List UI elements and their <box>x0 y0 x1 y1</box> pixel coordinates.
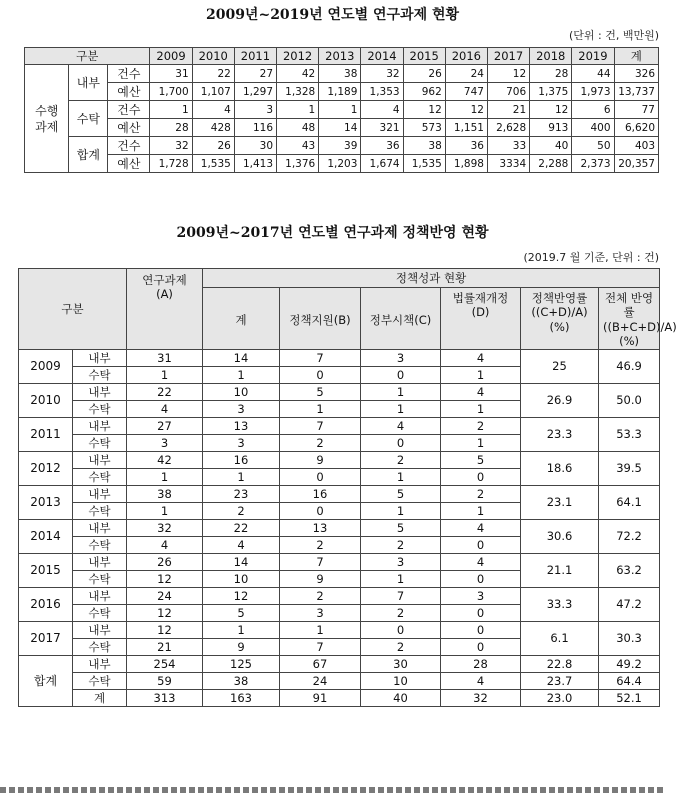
value-a: 1 <box>127 366 203 383</box>
count-cell: 403 <box>614 137 658 155</box>
header-gov: 정부시책(C) <box>361 288 441 350</box>
total-value-a: 59 <box>127 672 203 689</box>
budget-cell: 1,353 <box>361 83 403 101</box>
value-c: 0 <box>361 434 441 451</box>
budget-cell: 20,357 <box>614 155 658 173</box>
value-a: 1 <box>127 502 203 519</box>
total-value-r1: 22.8 <box>521 655 599 672</box>
budget-cell: 1,203 <box>319 155 361 173</box>
policy-rate: 33.3 <box>521 587 599 621</box>
policy-rate: 30.6 <box>521 519 599 553</box>
value-b: 1 <box>280 400 361 417</box>
value-a: 12 <box>127 604 203 621</box>
value-b: 0 <box>280 468 361 485</box>
count-cell: 36 <box>361 137 403 155</box>
header-gubun: 구분 <box>25 48 150 65</box>
value-a: 27 <box>127 417 203 434</box>
count-cell: 326 <box>614 65 658 83</box>
total-value-b: 91 <box>280 689 361 706</box>
budget-cell: 706 <box>487 83 529 101</box>
count-cell: 40 <box>530 137 572 155</box>
table2-row <box>19 519 660 536</box>
type-label: 내부 <box>73 349 127 366</box>
value-b: 1 <box>280 621 361 638</box>
budget-cell: 1,375 <box>530 83 572 101</box>
value-d: 2 <box>441 417 521 434</box>
value-t: 3 <box>203 400 280 417</box>
budget-cell: 1,535 <box>403 155 445 173</box>
type-label: 내부 <box>73 587 127 604</box>
table1-unit: (단위 : 건, 백만원) <box>568 29 659 42</box>
table2-row <box>19 451 660 468</box>
total-value-c: 10 <box>361 672 441 689</box>
budget-cell: 1,413 <box>234 155 276 173</box>
count-cell: 38 <box>403 137 445 155</box>
value-d: 5 <box>441 451 521 468</box>
budget-label: 예산 <box>108 83 150 101</box>
header-support: 정책지원(B) <box>280 288 361 350</box>
value-d: 3 <box>441 587 521 604</box>
budget-cell: 13,737 <box>614 83 658 101</box>
header-year: 2009 <box>150 48 192 65</box>
header-policy-group: 정책성과 현황 <box>203 269 660 288</box>
type-label: 내부 <box>73 417 127 434</box>
value-c: 1 <box>361 400 441 417</box>
value-d: 1 <box>441 502 521 519</box>
table1-header-row <box>25 48 659 65</box>
count-cell: 6 <box>572 101 614 119</box>
budget-cell: 962 <box>403 83 445 101</box>
count-cell: 12 <box>445 101 487 119</box>
total-value-r1: 23.7 <box>521 672 599 689</box>
type-label: 내부 <box>73 553 127 570</box>
value-c: 5 <box>361 519 441 536</box>
type-label: 내부 <box>73 519 127 536</box>
value-t: 14 <box>203 553 280 570</box>
budget-cell: 1,535 <box>192 155 234 173</box>
value-t: 1 <box>203 366 280 383</box>
value-t: 4 <box>203 536 280 553</box>
overall-rate: 50.0 <box>599 383 660 417</box>
value-t: 12 <box>203 587 280 604</box>
header-year: 계 <box>614 48 658 65</box>
section-label: 합계 <box>69 137 108 173</box>
table2-row <box>19 587 660 604</box>
value-c: 7 <box>361 587 441 604</box>
overall-rate: 53.3 <box>599 417 660 451</box>
value-b: 2 <box>280 587 361 604</box>
overall-rate: 64.1 <box>599 485 660 519</box>
header-law: 법률재개정 (D) <box>441 288 521 350</box>
value-b: 7 <box>280 638 361 655</box>
total-value-c: 40 <box>361 689 441 706</box>
total-value-c: 30 <box>361 655 441 672</box>
value-t: 23 <box>203 485 280 502</box>
budget-cell: 747 <box>445 83 487 101</box>
overall-rate: 47.2 <box>599 587 660 621</box>
count-cell: 38 <box>319 65 361 83</box>
table2-header-row <box>19 269 660 288</box>
total-value-t: 163 <box>203 689 280 706</box>
table1-title: 2009년~2019년 연도별 연구과제 현황 <box>205 7 460 23</box>
total-value-d: 28 <box>441 655 521 672</box>
type-label: 수탁 <box>73 672 127 689</box>
value-t: 10 <box>203 383 280 400</box>
count-cell: 28 <box>530 65 572 83</box>
count-cell: 22 <box>192 65 234 83</box>
value-t: 14 <box>203 349 280 366</box>
budget-cell: 428 <box>192 119 234 137</box>
header-total: 계 <box>203 288 280 350</box>
budget-cell: 28 <box>150 119 192 137</box>
budget-cell: 1,674 <box>361 155 403 173</box>
group-label-text: 수행 과제 <box>35 103 59 134</box>
count-cell: 42 <box>277 65 319 83</box>
budget-cell: 1,151 <box>445 119 487 137</box>
overall-rate: 30.3 <box>599 621 660 655</box>
header-year: 2013 <box>319 48 361 65</box>
count-cell: 31 <box>150 65 192 83</box>
value-c: 0 <box>361 366 441 383</box>
table1-row <box>25 137 659 155</box>
value-c: 5 <box>361 485 441 502</box>
total-value-a: 313 <box>127 689 203 706</box>
value-c: 2 <box>361 536 441 553</box>
budget-label: 예산 <box>108 155 150 173</box>
year-label: 2015 <box>19 553 73 587</box>
year-label: 2017 <box>19 621 73 655</box>
count-label: 건수 <box>108 137 150 155</box>
value-t: 1 <box>203 468 280 485</box>
count-cell: 21 <box>487 101 529 119</box>
budget-cell: 1,328 <box>277 83 319 101</box>
budget-cell: 2,373 <box>572 155 614 173</box>
overall-rate: 63.2 <box>599 553 660 587</box>
budget-cell: 1,728 <box>150 155 192 173</box>
header-year: 2014 <box>361 48 403 65</box>
count-cell: 12 <box>403 101 445 119</box>
total-label: 합계 <box>19 655 73 706</box>
value-a: 12 <box>127 570 203 587</box>
value-d: 0 <box>441 604 521 621</box>
header-year: 2012 <box>277 48 319 65</box>
count-cell: 1 <box>319 101 361 119</box>
value-t: 16 <box>203 451 280 468</box>
value-c: 2 <box>361 451 441 468</box>
table2-row <box>19 621 660 638</box>
value-t: 10 <box>203 570 280 587</box>
total-value-t: 125 <box>203 655 280 672</box>
year-label: 2010 <box>19 383 73 417</box>
count-cell: 4 <box>361 101 403 119</box>
header-year: 2017 <box>487 48 529 65</box>
value-a: 4 <box>127 536 203 553</box>
value-d: 2 <box>441 485 521 502</box>
value-a: 32 <box>127 519 203 536</box>
count-cell: 12 <box>530 101 572 119</box>
value-a: 1 <box>127 468 203 485</box>
count-cell: 1 <box>150 101 192 119</box>
budget-cell: 1,107 <box>192 83 234 101</box>
value-b: 7 <box>280 417 361 434</box>
type-label: 내부 <box>73 485 127 502</box>
type-label: 내부 <box>73 621 127 638</box>
value-b: 7 <box>280 349 361 366</box>
count-cell: 39 <box>319 137 361 155</box>
page-cutoff-text <box>0 787 665 793</box>
value-a: 38 <box>127 485 203 502</box>
total-value-t: 38 <box>203 672 280 689</box>
policy-reflection-table <box>18 268 677 707</box>
year-label: 2013 <box>19 485 73 519</box>
policy-rate: 23.3 <box>521 417 599 451</box>
count-cell: 43 <box>277 137 319 155</box>
year-label: 2009 <box>19 349 73 383</box>
count-cell: 77 <box>614 101 658 119</box>
type-label: 수탁 <box>73 400 127 417</box>
value-d: 1 <box>441 366 521 383</box>
value-c: 2 <box>361 604 441 621</box>
budget-cell: 913 <box>530 119 572 137</box>
table2-row <box>19 485 660 502</box>
total-value-r2: 49.2 <box>599 655 660 672</box>
table2-row <box>19 383 660 400</box>
value-b: 5 <box>280 383 361 400</box>
value-c: 1 <box>361 468 441 485</box>
value-b: 16 <box>280 485 361 502</box>
type-label: 수탁 <box>73 638 127 655</box>
section-label: 내부 <box>69 65 108 101</box>
count-cell: 12 <box>487 65 529 83</box>
value-d: 0 <box>441 621 521 638</box>
table2-unit: (2019.7 월 기준, 단위 : 건) <box>523 251 659 264</box>
value-t: 9 <box>203 638 280 655</box>
value-b: 9 <box>280 451 361 468</box>
budget-label: 예산 <box>108 119 150 137</box>
value-b: 0 <box>280 502 361 519</box>
type-label: 수탁 <box>73 536 127 553</box>
count-cell: 27 <box>234 65 276 83</box>
type-label: 내부 <box>73 655 127 672</box>
header-year: 2018 <box>530 48 572 65</box>
budget-cell: 400 <box>572 119 614 137</box>
total-value-r2: 52.1 <box>599 689 660 706</box>
value-t: 5 <box>203 604 280 621</box>
value-a: 3 <box>127 434 203 451</box>
value-t: 13 <box>203 417 280 434</box>
table1-row <box>25 65 659 83</box>
value-a: 22 <box>127 383 203 400</box>
budget-cell: 1,189 <box>319 83 361 101</box>
value-c: 1 <box>361 383 441 400</box>
header-gubun: 구분 <box>19 269 127 350</box>
value-c: 1 <box>361 570 441 587</box>
count-cell: 50 <box>572 137 614 155</box>
total-value-d: 4 <box>441 672 521 689</box>
count-cell: 1 <box>277 101 319 119</box>
budget-cell: 116 <box>234 119 276 137</box>
count-cell: 32 <box>150 137 192 155</box>
value-d: 4 <box>441 349 521 366</box>
value-c: 3 <box>361 349 441 366</box>
value-a: 26 <box>127 553 203 570</box>
header-policy-rate: 정책반영률 ((C+D)/A) (%) <box>521 288 599 350</box>
header-year: 2019 <box>572 48 614 65</box>
overall-rate: 39.5 <box>599 451 660 485</box>
budget-cell: 1,973 <box>572 83 614 101</box>
type-label: 수탁 <box>73 502 127 519</box>
count-cell: 24 <box>445 65 487 83</box>
budget-cell: 6,620 <box>614 119 658 137</box>
type-label: 수탁 <box>73 434 127 451</box>
budget-cell: 2,628 <box>487 119 529 137</box>
value-d: 0 <box>441 570 521 587</box>
value-d: 4 <box>441 519 521 536</box>
value-b: 9 <box>280 570 361 587</box>
header-overall-rate: 전체 반영률 ((B+C+D)/A) (%) <box>599 288 660 350</box>
count-label: 건수 <box>108 101 150 119</box>
value-d: 4 <box>441 553 521 570</box>
count-cell: 44 <box>572 65 614 83</box>
budget-cell: 48 <box>277 119 319 137</box>
value-a: 21 <box>127 638 203 655</box>
budget-cell: 1,297 <box>234 83 276 101</box>
header-research: 연구과제 (A) <box>127 269 203 350</box>
table2-row <box>19 349 660 366</box>
table2-row <box>19 417 660 434</box>
table1-row <box>25 155 659 173</box>
count-cell: 3 <box>234 101 276 119</box>
type-label: 내부 <box>73 383 127 400</box>
year-label: 2014 <box>19 519 73 553</box>
type-label: 수탁 <box>73 570 127 587</box>
value-a: 24 <box>127 587 203 604</box>
research-status-table <box>24 47 659 173</box>
value-t: 1 <box>203 621 280 638</box>
value-a: 4 <box>127 400 203 417</box>
value-a: 42 <box>127 451 203 468</box>
total-value-d: 32 <box>441 689 521 706</box>
table2-total-row <box>19 655 660 672</box>
policy-rate: 25 <box>521 349 599 383</box>
count-label: 건수 <box>108 65 150 83</box>
overall-rate: 72.2 <box>599 519 660 553</box>
budget-cell: 1,376 <box>277 155 319 173</box>
header-year: 2011 <box>234 48 276 65</box>
value-d: 1 <box>441 434 521 451</box>
policy-rate: 18.6 <box>521 451 599 485</box>
budget-cell: 3334 <box>487 155 529 173</box>
total-value-r1: 23.0 <box>521 689 599 706</box>
year-label: 2012 <box>19 451 73 485</box>
value-c: 2 <box>361 638 441 655</box>
budget-cell: 1,700 <box>150 83 192 101</box>
policy-rate: 21.1 <box>521 553 599 587</box>
value-d: 0 <box>441 468 521 485</box>
type-label: 계 <box>73 689 127 706</box>
table2-title: 2009년~2017년 연도별 연구과제 정책반영 현황 <box>176 225 489 241</box>
year-label: 2011 <box>19 417 73 451</box>
count-cell: 36 <box>445 137 487 155</box>
value-b: 2 <box>280 536 361 553</box>
value-b: 0 <box>280 366 361 383</box>
policy-rate: 23.1 <box>521 485 599 519</box>
table2-row <box>19 553 660 570</box>
value-b: 7 <box>280 553 361 570</box>
value-b: 13 <box>280 519 361 536</box>
value-b: 3 <box>280 604 361 621</box>
budget-cell: 573 <box>403 119 445 137</box>
count-cell: 26 <box>403 65 445 83</box>
header-year: 2016 <box>445 48 487 65</box>
table2-total-row <box>19 672 660 689</box>
value-t: 3 <box>203 434 280 451</box>
budget-cell: 2,288 <box>530 155 572 173</box>
count-cell: 32 <box>361 65 403 83</box>
value-c: 4 <box>361 417 441 434</box>
count-cell: 26 <box>192 137 234 155</box>
value-d: 0 <box>441 638 521 655</box>
value-t: 2 <box>203 502 280 519</box>
total-value-a: 254 <box>127 655 203 672</box>
value-d: 4 <box>441 383 521 400</box>
value-c: 1 <box>361 502 441 519</box>
table1-row <box>25 83 659 101</box>
budget-cell: 14 <box>319 119 361 137</box>
value-a: 31 <box>127 349 203 366</box>
section-label: 수탁 <box>69 101 108 137</box>
total-value-b: 24 <box>280 672 361 689</box>
type-label: 수탁 <box>73 468 127 485</box>
group-label <box>25 65 69 173</box>
budget-cell: 1,898 <box>445 155 487 173</box>
total-value-r2: 64.4 <box>599 672 660 689</box>
value-d: 1 <box>441 400 521 417</box>
count-cell: 33 <box>487 137 529 155</box>
value-c: 3 <box>361 553 441 570</box>
table1-row <box>25 119 659 137</box>
value-t: 22 <box>203 519 280 536</box>
value-c: 0 <box>361 621 441 638</box>
count-cell: 4 <box>192 101 234 119</box>
type-label: 수탁 <box>73 604 127 621</box>
value-d: 0 <box>441 536 521 553</box>
count-cell: 30 <box>234 137 276 155</box>
type-label: 내부 <box>73 451 127 468</box>
value-a: 12 <box>127 621 203 638</box>
total-value-b: 67 <box>280 655 361 672</box>
policy-rate: 26.9 <box>521 383 599 417</box>
value-b: 2 <box>280 434 361 451</box>
overall-rate: 46.9 <box>599 349 660 383</box>
header-year: 2015 <box>403 48 445 65</box>
year-label: 2016 <box>19 587 73 621</box>
header-year: 2010 <box>192 48 234 65</box>
table1-row <box>25 101 659 119</box>
table2-total-row <box>19 689 660 706</box>
budget-cell: 321 <box>361 119 403 137</box>
policy-rate: 6.1 <box>521 621 599 655</box>
type-label: 수탁 <box>73 366 127 383</box>
